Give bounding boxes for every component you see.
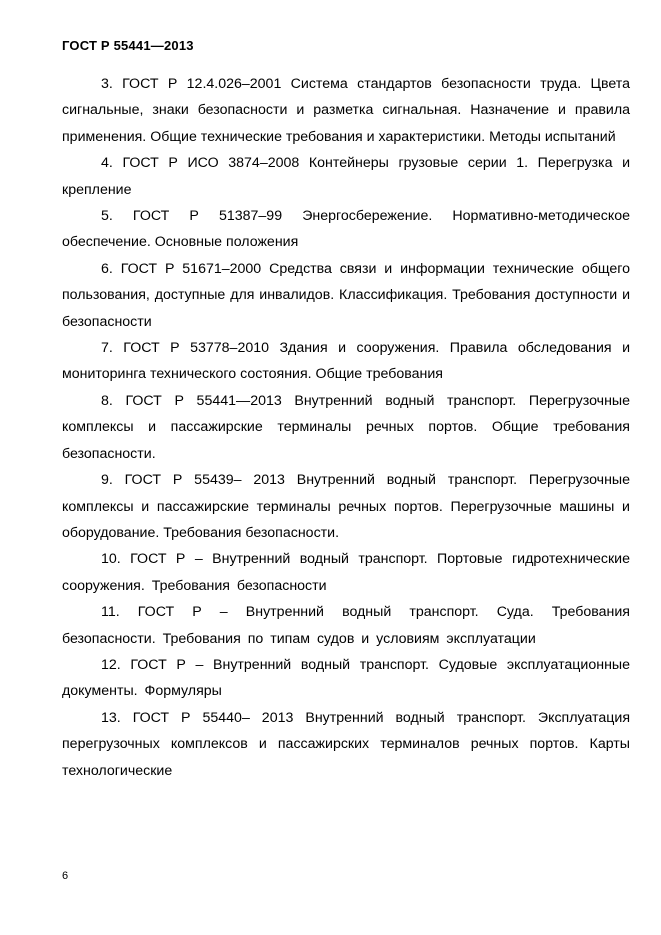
reference-item: 8. ГОСТ Р 55441—2013 Внутренний водный транспорт. Перегрузочные комплексы и пассажирские терминалы речных портов. Общие требования безопасности. <box>62 392 630 462</box>
reference-item: 9. ГОСТ Р 55439– 2013 Внутренний водный транспорт. Перегрузочные комплексы и пассажирские терминалы речных портов. Перегрузочные машины и оборудование. Требования безопасности. <box>62 472 630 541</box>
reference-item: 10. ГОСТ Р – Внутренний водный транспорт. Портовые гидротехнические сооружения. Требования безопасности <box>62 551 630 594</box>
reference-list <box>62 71 630 784</box>
reference-item: 6. ГОСТ Р 51671–2000 Средства связи и информации технические общего пользования, доступные для инвалидов. Классификация. Требования доступности и безопасности <box>62 260 630 330</box>
reference-item: 4. ГОСТ Р ИСО 3874–2008 Контейнеры грузовые серии 1. Перегрузка и крепление <box>62 155 630 198</box>
reference-item: 5. ГОСТ Р 51387–99 Энергосбережение. Нормативно-методическое обеспечение. Основные положения <box>62 208 630 251</box>
reference-item: 3. ГОСТ Р 12.4.026–2001 Система стандартов безопасности труда. Цвета сигнальные, знаки безопасности и разметка сигнальная. Назначение и правила применения. Общие технические требования и характеристики. Методы испытаний <box>62 76 630 145</box>
document-code-header: ГОСТ Р 55441—2013 <box>62 38 194 53</box>
reference-item: 13. ГОСТ Р 55440– 2013 Внутренний водный транспорт. Эксплуатация перегрузочных комплексов и пассажирских терминалов речных портов. Карты технологические <box>62 709 630 779</box>
reference-item: 7. ГОСТ Р 53778–2010 Здания и сооружения. Правила обследования и мониторинга технического состояния. Общие требования <box>62 340 630 383</box>
page-number: 6 <box>62 870 69 882</box>
reference-item: 11. ГОСТ Р – Внутренний водный транспорт. Суда. Требования безопасности. Требования по типам судов и условиям эксплуатации <box>62 604 630 647</box>
reference-item: 12. ГОСТ Р – Внутренний водный транспорт. Судовые эксплуатационные документы. Формуляры <box>62 656 630 700</box>
